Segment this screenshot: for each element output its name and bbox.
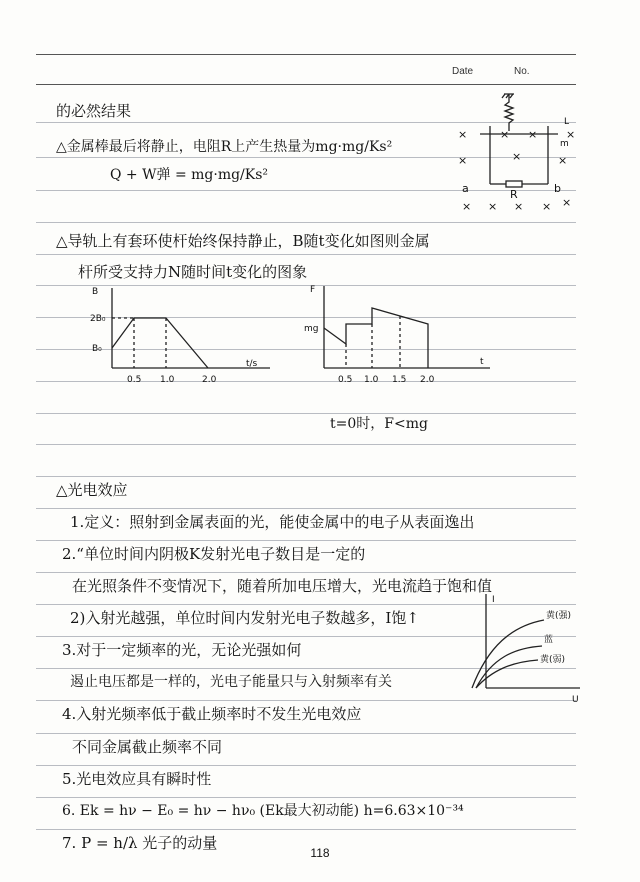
note-line: △导轨上有套环使杆始终保持静止，B随t变化如图则金属: [56, 232, 430, 250]
ruled-line: [36, 829, 576, 830]
axis-label-u: U: [572, 695, 579, 702]
note-line: 不同金属截止频率不同: [72, 738, 223, 756]
curve-label: 黄(弱): [540, 655, 566, 665]
resistor-label: R: [510, 188, 518, 201]
note-line: 遏止电压都是一样的，光电子能量只与入射频率有关: [70, 674, 392, 690]
node-b-label: b: [554, 182, 561, 195]
tick-label: 1.0: [160, 375, 175, 385]
graph-f-t: [300, 280, 500, 392]
field-mark: ×: [458, 128, 468, 141]
note-line: 2.“单位时间内阴极K发射光电子数目是一定的: [62, 545, 366, 563]
page-number: 118: [310, 846, 330, 860]
node-a-label: a: [462, 182, 469, 195]
tick-label: B₀: [92, 344, 102, 354]
circuit-sketch: [450, 88, 580, 220]
field-mark: ×: [500, 128, 510, 141]
ruled-line: [36, 797, 576, 798]
ruled-line: [36, 254, 576, 255]
ruled-line: [36, 733, 576, 734]
curve-label: 黄(强): [546, 611, 572, 621]
axis-label-t: t: [480, 357, 484, 367]
note-line: 2)入射光越强，单位时间内发射光电子数越多，I饱↑: [70, 609, 419, 627]
tick-label: 2.0: [420, 375, 435, 385]
axis-label-i: I: [492, 595, 495, 605]
header-rule: [36, 54, 576, 55]
section-title: △光电效应: [56, 481, 128, 499]
field-mark: ×: [512, 150, 522, 163]
no-label: No.: [514, 66, 530, 77]
ruled-line: [36, 444, 576, 445]
ruled-line: [36, 476, 576, 477]
field-mark: ×: [514, 200, 524, 213]
field-mark: ×: [458, 154, 468, 167]
mass-label: m: [560, 139, 569, 149]
tick-label: mg: [304, 324, 319, 334]
ruled-line: [36, 413, 576, 414]
tick-label: 0.5: [338, 375, 353, 385]
note-line: 的必然结果: [56, 102, 132, 120]
note-line: 6. Ek = hν − E₀ = hν − hν₀ (Ek最大初动能) h=6.63×10⁻³⁴: [62, 803, 464, 819]
field-mark: ×: [542, 200, 552, 213]
graph-b-t: [90, 282, 280, 394]
note-line: 在光照条件不变情况下，随着所加电压增大，光电流趋于饱和值: [72, 577, 493, 595]
curve-label: 蓝: [544, 635, 554, 645]
ruled-line: [36, 508, 576, 509]
tick-label: 1.5: [392, 375, 407, 385]
field-mark: ×: [528, 128, 538, 141]
graph-i-u: [462, 590, 592, 702]
tick-label: 2B₀: [90, 314, 106, 324]
ruled-line: [36, 222, 576, 223]
axis-label-b: B: [92, 287, 99, 297]
field-mark: ×: [558, 154, 568, 167]
note-line: t=0时，F<mg: [330, 416, 428, 432]
ruled-line: [36, 540, 576, 541]
note-line: 1.定义：照射到金属表面的光，能使金属中的电子从表面逸出: [70, 513, 475, 531]
ruled-line: [36, 572, 576, 573]
tick-label: 2.0: [202, 375, 217, 385]
note-line: 4.入射光频率低于截止频率时不发生光电效应: [62, 705, 362, 723]
ruled-line: [36, 765, 576, 766]
field-mark: ×: [562, 196, 572, 209]
axis-label-t: t/s: [246, 359, 258, 369]
length-label: L: [564, 117, 570, 127]
tick-label: 1.0: [364, 375, 379, 385]
note-line: △金属棒最后将静止，电阻R上产生热量为mg·mg/Ks²: [56, 139, 393, 155]
field-mark: ×: [462, 200, 472, 213]
date-label: Date: [452, 66, 474, 77]
field-mark: ×: [488, 200, 498, 213]
note-line: 5.光电效应具有瞬时性: [62, 770, 212, 788]
tick-label: 0.5: [127, 375, 142, 385]
note-line: 3.对于一定频率的光，无论光强如何: [62, 641, 302, 659]
note-line: Q + W弹 = mg·mg/Ks²: [110, 167, 269, 183]
field-mark: ×: [566, 128, 576, 141]
axis-label-f: F: [310, 285, 316, 295]
note-line: 杆所受支持力N随时间t变化的图象: [78, 263, 308, 281]
header-rule-2: [36, 84, 576, 85]
note-line: 7. P = h/λ 光子的动量: [62, 834, 218, 852]
